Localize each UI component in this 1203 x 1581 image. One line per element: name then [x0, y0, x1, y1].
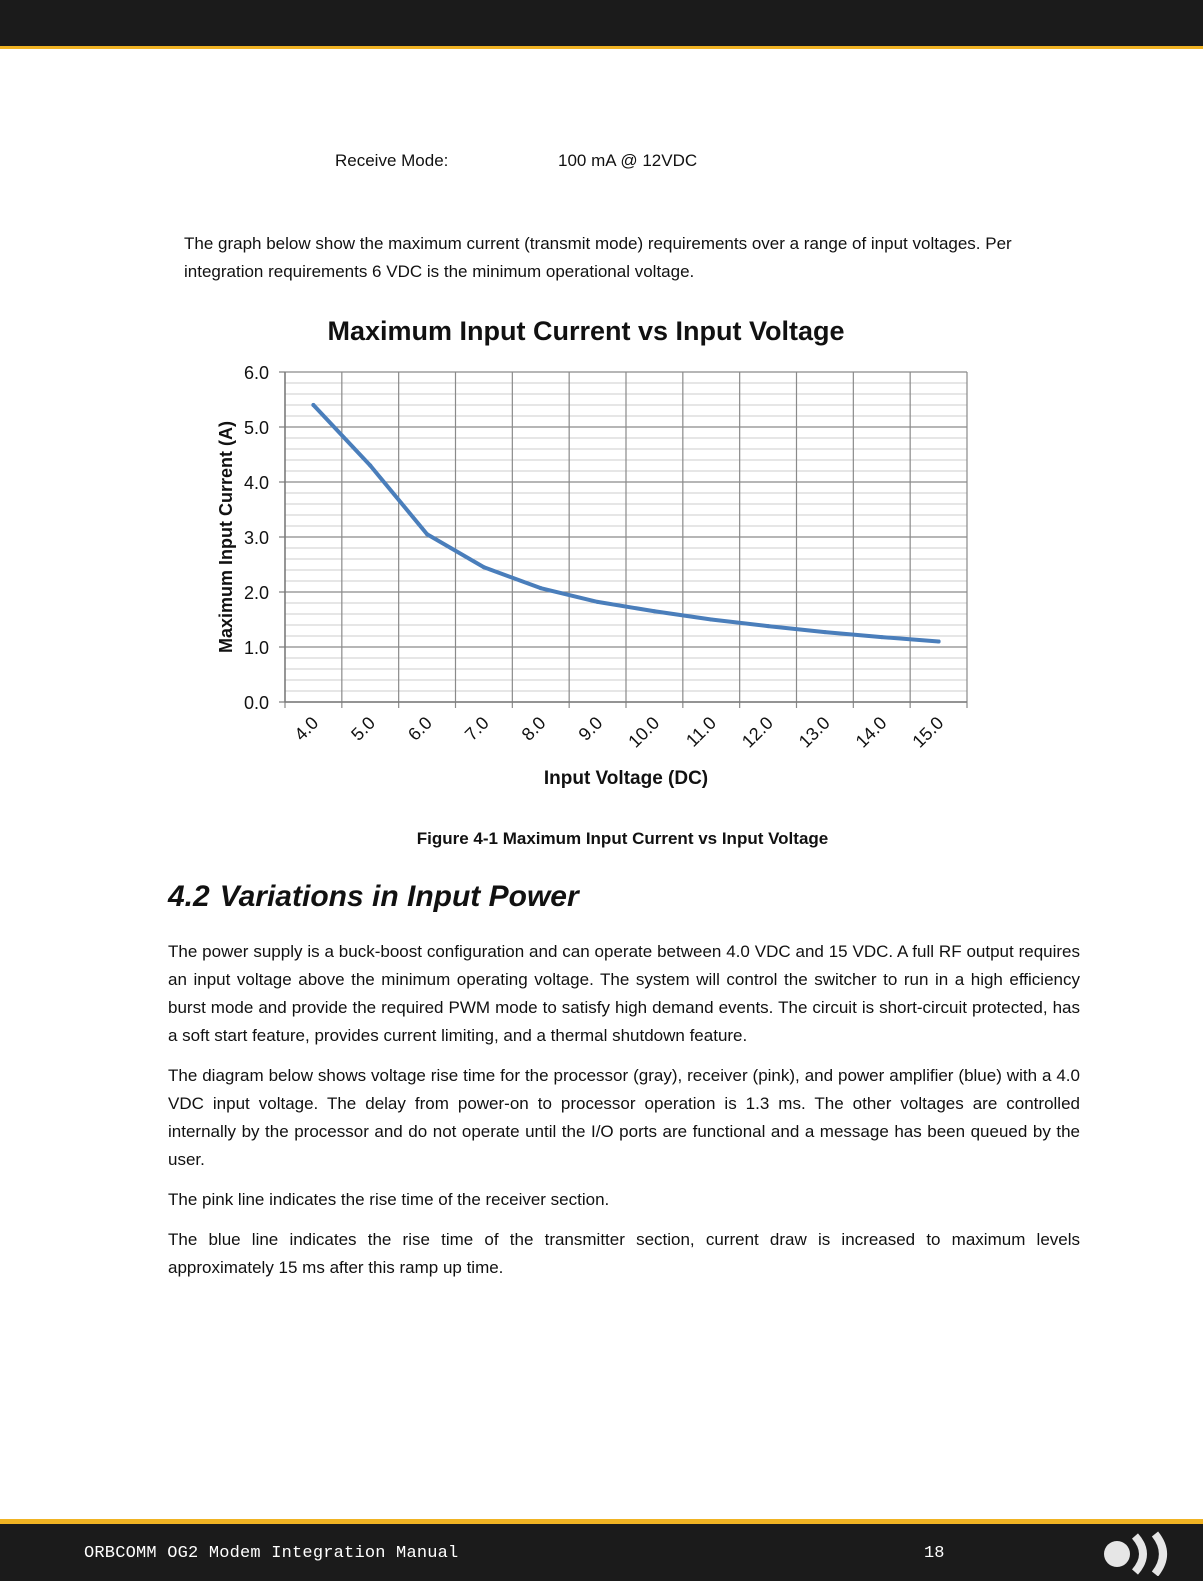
intro-paragraph: The graph below show the maximum current (transmit mode) requirements over a range of input voltages. Per integration requirements 6 VDC is the minimum operational voltage.: [184, 234, 1012, 281]
paragraph-rise-time: The diagram below shows voltage rise time for the processor (gray), receiver (pink), and power amplifier (blue) with a 4.0 VDC input voltage. The delay from power-on to processor operation is 1.3 ms. The other voltages are controlled internally by the processor and do not operate until the I/O ports are functional and a message has been queued by the user.: [168, 1066, 1080, 1169]
x-tick-label: 12.0: [737, 712, 777, 752]
data-point: [311, 403, 315, 407]
y-tick-labels: [244, 363, 269, 713]
data-point: [539, 586, 543, 590]
chart-title: Maximum Input Current vs Input Voltage: [327, 316, 845, 346]
x-tick-labels: [290, 713, 947, 752]
x-tick-label: 7.0: [460, 712, 493, 745]
y-tick-label: 0.0: [243, 693, 269, 713]
x-tick-label: 4.0: [290, 712, 323, 745]
data-point: [368, 464, 372, 468]
y-tick-label: 4.0: [243, 473, 269, 493]
y-tick-label: 5.0: [243, 418, 269, 438]
data-point: [823, 630, 827, 634]
section-heading: [168, 880, 579, 914]
x-tick-label: 5.0: [347, 712, 380, 745]
y-tick-label: 1.0: [243, 638, 269, 658]
data-point: [766, 624, 770, 628]
x-tick-label: 15.0: [908, 712, 948, 752]
y-axis-label: Maximum Input Current (A): [216, 421, 236, 653]
figure-caption: Figure 4-1 Maximum Input Current vs Input Voltage: [416, 829, 829, 848]
x-tick-label: 6.0: [404, 712, 436, 745]
chart-svg: [200, 306, 1000, 806]
receive-mode-value: 100 mA @ 12VDC: [558, 151, 698, 170]
header-bar: [0, 0, 1203, 49]
x-tick-label: 9.0: [574, 712, 607, 745]
current-voltage-chart: [200, 306, 1000, 806]
x-tick-label: 13.0: [794, 712, 834, 752]
footer-title: ORBCOMM OG2 Modem Integration Manual: [84, 1544, 459, 1563]
footer-bar: [0, 1519, 1203, 1581]
paragraph-pink-line: The pink line indicates the rise time of the receiver section.: [168, 1190, 610, 1209]
chart-grid: [285, 372, 967, 708]
x-axis-label: Input Voltage (DC): [543, 768, 709, 789]
receive-mode-row: [0, 151, 1203, 175]
x-tick-label: 8.0: [517, 712, 550, 745]
y-tick-label: 3.0: [243, 528, 269, 548]
data-point: [652, 609, 656, 613]
x-tick-label: 10.0: [624, 712, 664, 752]
x-tick-label: 11.0: [682, 712, 721, 751]
y-tick-label: 6.0: [243, 363, 269, 383]
paragraph-power-supply: The power supply is a buck-boost configuration and can operate between 4.0 VDC and 15 VDC. A full RF output requires an input voltage above the minimum operating voltage. The system will control the switcher to run in a high efficiency burst mode and provide the required PWM mode to satisfy high demand events. The circuit is short-circuit protected, has a soft start feature, provides current limiting, and a thermal shutdown feature.: [168, 942, 1080, 1045]
data-point: [482, 565, 486, 569]
section-title: Variations in Input Power: [219, 880, 579, 913]
data-point: [709, 618, 713, 622]
data-point: [596, 600, 600, 604]
receive-mode-label: Receive Mode:: [335, 151, 449, 170]
section-number: 4.2: [168, 880, 210, 913]
data-point: [425, 532, 429, 536]
page-number: 18: [924, 1544, 945, 1563]
data-point: [937, 640, 941, 644]
paragraph-blue-line: The blue line indicates the rise time of the transmitter section, current draw is increased to maximum levels approximately 15 ms after this ramp up time.: [168, 1230, 1080, 1277]
y-tick-label: 2.0: [243, 583, 269, 603]
section-body: [168, 938, 1080, 1294]
x-tick-label: 14.0: [851, 712, 891, 752]
data-point: [880, 635, 884, 639]
orbcomm-logo-icon: [1095, 1530, 1195, 1576]
